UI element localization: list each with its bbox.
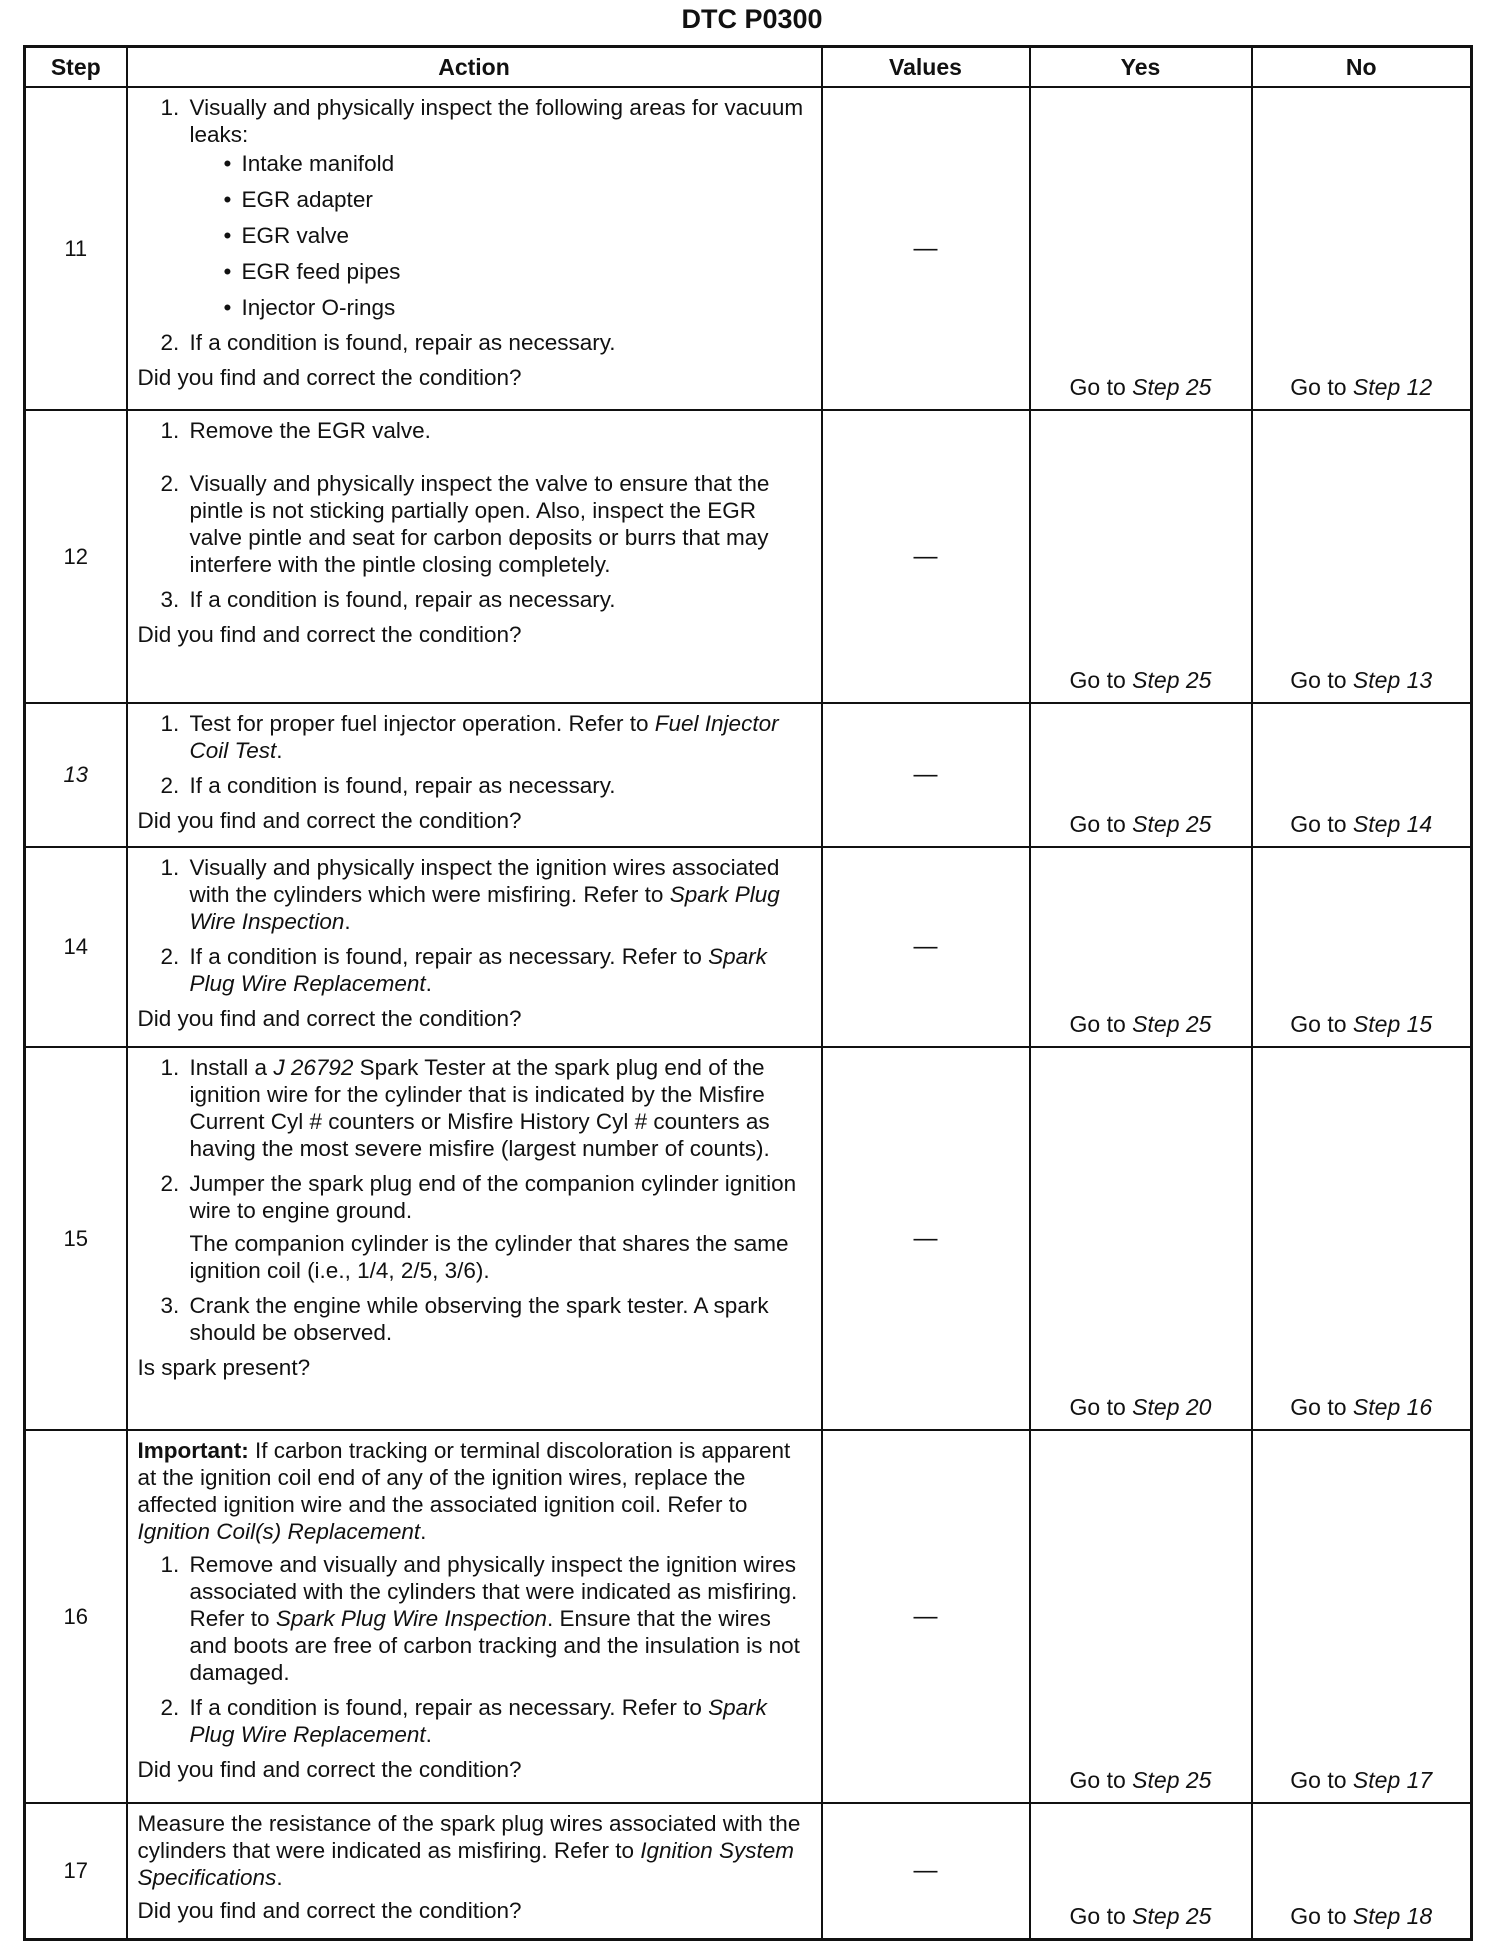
col-header-no: No xyxy=(1252,47,1472,88)
yes-cell: Go to Step 25 xyxy=(1030,87,1252,410)
action-question: Did you find and correct the condition? xyxy=(137,1757,522,1782)
reference-link: Spark Plug Wire Inspection xyxy=(275,1606,547,1631)
list-item: 3. Crank the engine while observing the spark tester. A spark should be observed. xyxy=(186,1292,811,1346)
value-cell: — xyxy=(822,1430,1030,1803)
yes-step-link: Step 25 xyxy=(1132,1902,1212,1929)
value-cell: — xyxy=(822,87,1030,410)
col-header-yes: Yes xyxy=(1030,47,1252,88)
no-step-link: Step 15 xyxy=(1352,1011,1433,1037)
reference-link: Spark Plug Wire Replacement xyxy=(189,1695,767,1747)
no-step-link: Step 17 xyxy=(1352,1767,1433,1793)
reference-link: Ignition Coil(s) Replacement xyxy=(137,1519,421,1544)
action-cell xyxy=(127,1430,822,1803)
list-item xyxy=(186,94,811,321)
no-cell: Go to Step 17 xyxy=(1252,1430,1472,1803)
header-row xyxy=(25,47,1472,88)
yes-cell: Go to Step 25 xyxy=(1030,847,1252,1047)
value-cell: — xyxy=(822,410,1030,703)
step-number: 14 xyxy=(25,847,127,1047)
list-item: 1. Install a J 26792 Spark Tester at the spark plug end of the ignition wire for the cylinder that is indicated by the Misfire Current Cyl # counters or Misfire History Cyl # counters as having the most severe misfire (largest number of counts). xyxy=(186,1054,811,1162)
no-cell: Go to Step 15 xyxy=(1252,847,1472,1047)
bullet-item: • EGR adapter xyxy=(220,186,811,213)
bullet-item: • Injector O-rings xyxy=(220,294,811,321)
list-item: 2. If a condition is found, repair as necessary. Refer to Spark Plug Wire Replacement. xyxy=(186,943,811,997)
bullet-item: • EGR feed pipes xyxy=(220,258,811,285)
yes-step-link: Step 20 xyxy=(1132,1394,1212,1420)
yes-step-link: Step 25 xyxy=(1132,667,1212,693)
bullet-item: • Intake manifold xyxy=(220,150,811,177)
yes-step-link: Step 25 xyxy=(1132,811,1212,837)
table-row xyxy=(25,847,1472,1047)
yes-step-link: Step 25 xyxy=(1132,374,1212,400)
no-cell: Go to Step 12 xyxy=(1252,87,1472,410)
reference-link: Fuel Injector Coil Test xyxy=(189,711,779,763)
action-note: The companion cylinder is the cylinder that shares the same ignition coil (i.e., 1/4, 2/5, 3/6). xyxy=(189,1231,789,1283)
list-item: 2. Jumper the spark plug end of the companion cylinder ignition wire to engine ground. The companion cylinder is the cylinder that shares the same ignition coil (i.e., 1/4, 2/5, 3/6). xyxy=(186,1170,811,1284)
step-number: 13 xyxy=(25,703,127,847)
important-note: Important: If carbon tracking or terminal discoloration is apparent at the ignition coil end of any of the ignition wires, replace the affected ignition wire and the associated ignition coil. Refer to Ignition Coil(s) Replacement. xyxy=(137,1438,791,1544)
list-item: 2. Visually and physically inspect the valve to ensure that the pintle is not sticking partially open. Also, inspect the EGR valve pintle and seat for carbon deposits or burrs that may interfere with the pintle closing completely. xyxy=(186,470,811,578)
action-cell xyxy=(127,410,822,703)
col-header-step: Step xyxy=(25,47,127,88)
step-number: 16 xyxy=(25,1430,127,1803)
no-step-link: Step 13 xyxy=(1352,667,1433,693)
action-question: Did you find and correct the condition? xyxy=(137,1898,522,1923)
action-cell xyxy=(127,847,822,1047)
no-cell: Go to Step 16 xyxy=(1252,1047,1472,1430)
no-step-link: Step 16 xyxy=(1352,1394,1433,1420)
step-number: 12 xyxy=(25,410,127,703)
table-row xyxy=(25,1803,1472,1939)
list-item: 2. If a condition is found, repair as necessary. xyxy=(186,772,811,799)
action-question: Did you find and correct the condition? xyxy=(137,365,522,390)
table-row xyxy=(25,410,1472,703)
important-label: Important: xyxy=(137,1438,249,1463)
action-cell xyxy=(127,1047,822,1430)
yes-cell: Go to Step 25 xyxy=(1030,703,1252,847)
no-cell: Go to Step 14 xyxy=(1252,703,1472,847)
reference-link: Spark Plug Wire Inspection xyxy=(189,882,780,934)
list-item: 1. Test for proper fuel injector operation. Refer to Fuel Injector Coil Test. xyxy=(186,710,811,764)
yes-step-link: Step 25 xyxy=(1132,1767,1212,1793)
list-item: 3. If a condition is found, repair as necessary. xyxy=(186,586,811,613)
yes-cell: Go to Step 25 xyxy=(1030,1430,1252,1803)
list-item: 1. Remove the EGR valve. xyxy=(186,417,811,444)
no-cell: Go to Step 18 xyxy=(1252,1803,1472,1939)
value-cell: — xyxy=(822,1803,1030,1939)
no-step-link: Step 18 xyxy=(1352,1902,1433,1929)
action-text: Visually and physically inspect the following areas for vacuum leaks: xyxy=(189,95,804,147)
step-number: 11 xyxy=(25,87,127,410)
list-item: 2. If a condition is found, repair as necessary. Refer to Spark Plug Wire Replacement. xyxy=(186,1694,811,1748)
no-step-link: Step 14 xyxy=(1352,811,1433,837)
action-cell xyxy=(127,703,822,847)
value-cell: — xyxy=(822,1047,1030,1430)
value-cell: — xyxy=(822,703,1030,847)
list-item: 2. If a condition is found, repair as necessary. xyxy=(186,329,811,356)
table-row xyxy=(25,87,1472,410)
yes-cell: Go to Step 25 xyxy=(1030,1803,1252,1939)
col-header-values: Values xyxy=(822,47,1030,88)
yes-cell: Go to Step 25 xyxy=(1030,410,1252,703)
table-row xyxy=(25,703,1472,847)
action-text: Measure the resistance of the spark plug wires associated with the cylinders that were indicated as misfiring. Refer to Ignition System Specifications. xyxy=(137,1811,801,1890)
page-title: DTC P0300 xyxy=(681,4,823,34)
reference-link: Spark Plug Wire Replacement xyxy=(189,944,767,996)
bullet-item: • EGR valve xyxy=(220,222,811,249)
reference-link: Ignition System Specifications xyxy=(137,1838,795,1890)
yes-step-link: Step 25 xyxy=(1132,1011,1212,1037)
col-header-action: Action xyxy=(127,47,822,88)
action-question: Is spark present? xyxy=(137,1355,311,1380)
action-cell xyxy=(127,87,822,410)
diagnostic-table xyxy=(23,45,1473,1941)
list-item: 1. Visually and physically inspect the ignition wires associated with the cylinders which were misfiring. Refer to Spark Plug Wire Inspection. xyxy=(186,854,811,935)
step-number: 15 xyxy=(25,1047,127,1430)
table-row xyxy=(25,1047,1472,1430)
action-question: Did you find and correct the condition? xyxy=(137,1006,522,1031)
action-question: Did you find and correct the condition? xyxy=(137,622,522,647)
action-question: Did you find and correct the condition? xyxy=(137,808,522,833)
step-number: 17 xyxy=(25,1803,127,1939)
no-cell: Go to Step 13 xyxy=(1252,410,1472,703)
value-cell: — xyxy=(822,847,1030,1047)
action-cell xyxy=(127,1803,822,1939)
yes-cell: Go to Step 20 xyxy=(1030,1047,1252,1430)
no-step-link: Step 12 xyxy=(1352,374,1433,400)
table-row xyxy=(25,1430,1472,1803)
tool-reference: J 26792 xyxy=(273,1055,354,1080)
list-item: 1. Remove and visually and physically inspect the ignition wires associated with the cylinders that were indicated as misfiring. Refer to Spark Plug Wire Inspection. Ensure that the wires and boots are free of carbon tracking and the insulation is not damaged. xyxy=(186,1551,811,1686)
